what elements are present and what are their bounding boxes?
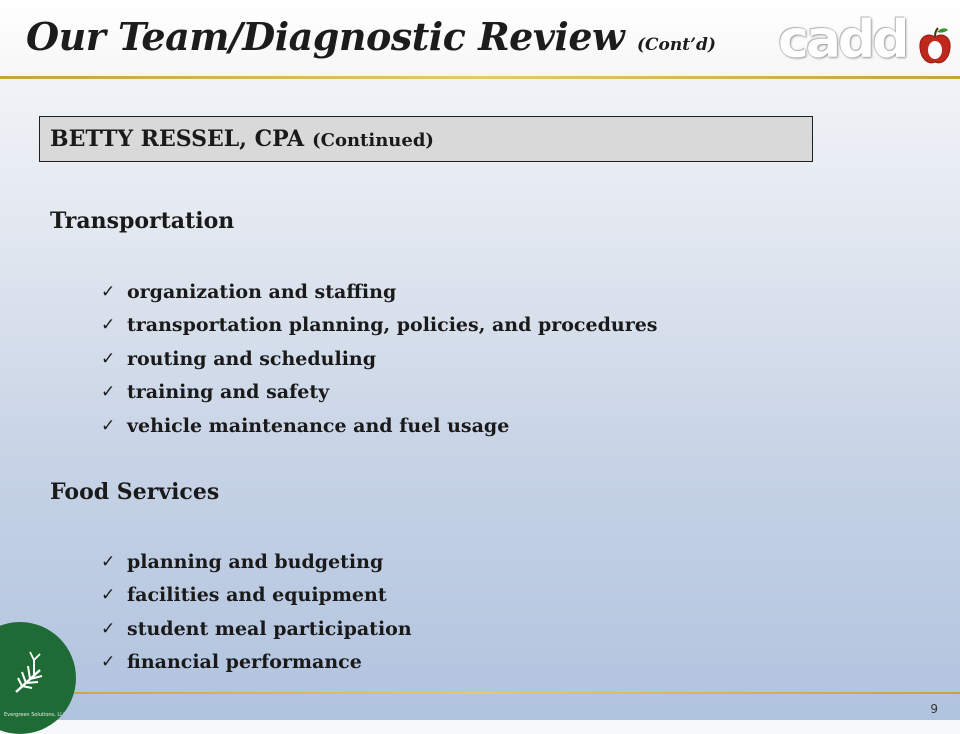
list-item: [101, 275, 658, 309]
check-icon: ✓: [101, 585, 116, 606]
list-item-text: planning and budgeting: [127, 550, 384, 573]
list-item-text: vehicle maintenance and fuel usage: [127, 414, 510, 437]
evergreen-tree-icon: [8, 648, 48, 698]
list-item-text: student meal participation: [127, 617, 412, 640]
check-icon: ✓: [101, 551, 116, 572]
badge-caption: Evergreen Solutions, LLC: [4, 712, 67, 718]
title-divider: [0, 76, 960, 79]
list-item-text: organization and staffing: [127, 280, 397, 303]
list-item-text: facilities and equipment: [127, 584, 387, 607]
slide-title-suffix: (Cont’d): [636, 35, 716, 55]
page-number: 9: [930, 702, 938, 716]
apple-icon: [918, 26, 952, 66]
slide-title: [26, 14, 716, 59]
check-icon: ✓: [101, 415, 116, 436]
check-icon: ✓: [101, 348, 116, 369]
section-heading-food-services: Food Services: [50, 479, 220, 505]
check-icon: ✓: [101, 382, 116, 403]
food-services-list: [101, 545, 412, 679]
list-item: [101, 309, 658, 343]
list-item: [101, 342, 658, 376]
check-icon: ✓: [101, 281, 116, 302]
list-item: [101, 579, 412, 613]
list-item-text: transportation planning, policies, and procedures: [127, 314, 658, 337]
check-icon: ✓: [101, 618, 116, 639]
list-item: [101, 376, 658, 410]
caddo-logo: [778, 12, 954, 68]
check-icon: ✓: [101, 315, 116, 336]
person-name-line: [50, 126, 434, 152]
evergreen-logo-badge: [0, 622, 76, 734]
footer-divider: [0, 692, 960, 694]
person-note: (Continued): [312, 130, 434, 151]
section-heading-transportation: Transportation: [50, 208, 235, 234]
list-item-text: training and safety: [127, 381, 330, 404]
person-name: BETTY RESSEL, CPA: [50, 126, 305, 152]
list-item: [101, 646, 412, 680]
transportation-list: [101, 275, 658, 443]
check-icon: ✓: [101, 652, 116, 673]
slide-title-text: Our Team/Diagnostic Review: [26, 14, 625, 59]
list-item: [101, 545, 412, 579]
title-bar: [0, 0, 960, 78]
name-box: [39, 116, 813, 162]
list-item: [101, 409, 658, 443]
list-item-text: financial performance: [127, 651, 362, 674]
logo-wordmark: cadd: [778, 10, 907, 70]
list-item-text: routing and scheduling: [127, 347, 377, 370]
list-item: [101, 612, 412, 646]
